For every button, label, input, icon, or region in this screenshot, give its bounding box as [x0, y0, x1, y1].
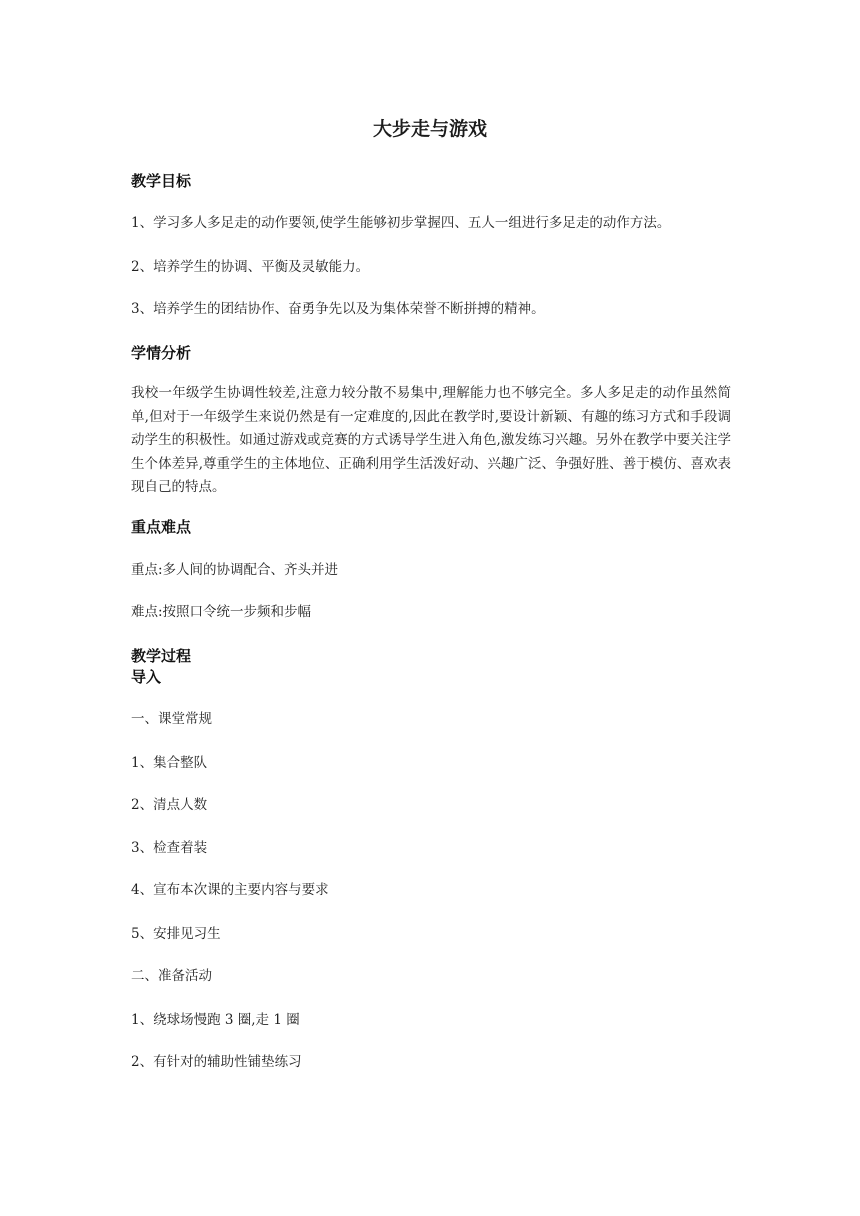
- process-item: 2、清点人数: [131, 797, 208, 813]
- objective-item: 1、学习多人多足走的动作要领,使学生能够初步掌握四、五人一组进行多足走的动作方法。: [131, 215, 671, 231]
- section-heading-key-points: 重点难点: [131, 518, 192, 536]
- process-item: 1、集合整队: [131, 755, 208, 771]
- document-title: 大步走与游戏: [372, 118, 487, 140]
- objective-item: 3、培养学生的团结协作、奋勇争先以及为集体荣誉不断拼搏的精神。: [131, 301, 545, 317]
- section-subheading-intro: 导入: [131, 668, 162, 686]
- objective-item: 2、培养学生的协调、平衡及灵敏能力。: [131, 259, 370, 275]
- analysis-paragraph: 我校一年级学生协调性较差,注意力较分散不易集中,理解能力也不够完全。多人多足走的动作虽然简单,但对于一年级学生来说仍然是有一定难度的,因此在教学时,要设计新颖、有趣的练习方式和手段调动学生的积极性。如通过游戏或竞赛的方式诱导学生进入角色,激发练习兴趣。另外在教学中要关注学生个体差异,尊重学生的主体地位、正确利用学生活泼好动、兴趣广泛、争强好胜、善于模仿、喜欢表现自己的特点。: [131, 385, 731, 496]
- process-item: 5、安排见习生: [131, 926, 221, 942]
- process-item: 二、准备活动: [131, 968, 212, 984]
- section-heading-process: 教学过程: [131, 647, 192, 665]
- process-item: 4、宣布本次课的主要内容与要求: [131, 882, 329, 898]
- key-point-item: 难点:按照口令统一步频和步幅: [131, 604, 312, 620]
- section-heading-objectives: 教学目标: [131, 172, 192, 190]
- key-point-item: 重点:多人间的协调配合、齐头并进: [131, 562, 339, 578]
- process-item: 1、绕球场慢跑 3 圈,走 1 圈: [131, 1012, 300, 1028]
- section-heading-analysis: 学情分析: [131, 344, 192, 362]
- process-item: 2、有针对的辅助性铺垫练习: [131, 1054, 302, 1070]
- process-item: 一、课堂常规: [131, 711, 212, 727]
- process-item: 3、检查着装: [131, 840, 208, 856]
